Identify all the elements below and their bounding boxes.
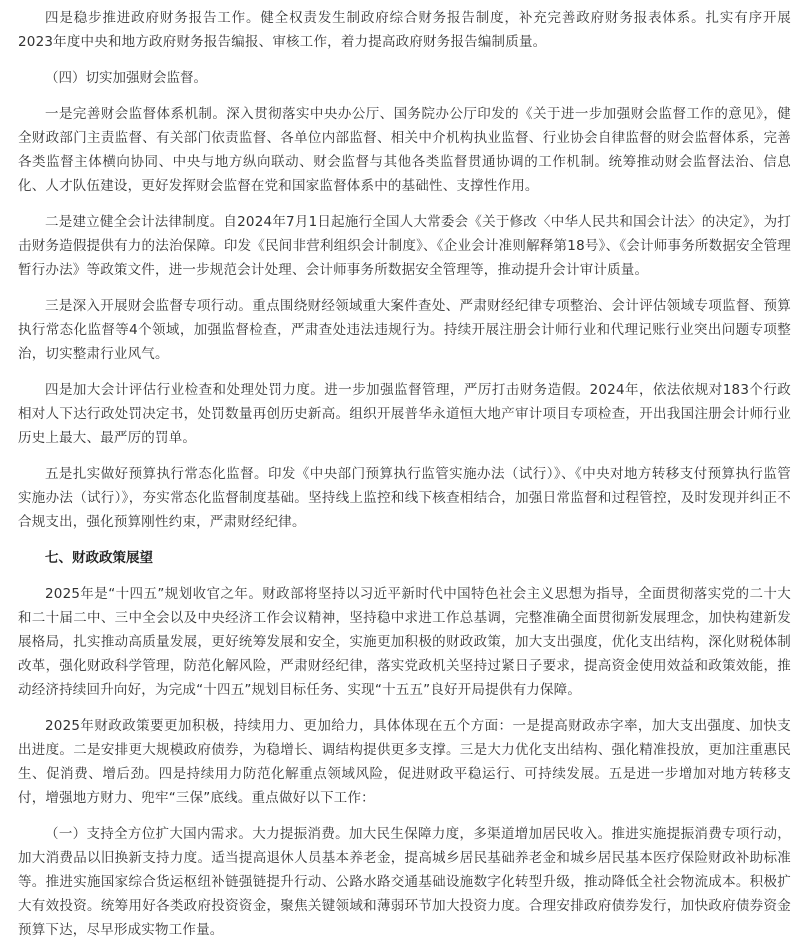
paragraph: （一）支持全方位扩大国内需求。大力提振消费。加大民生保障力度，多渠道增加居民收入。推进实施提振消费专项行动，加大消费品以旧换新支持力度。适当提高退休人员基本养老金，提高城乡居民基础养老金和城乡居民基本医疗保险财政补助标准等。推进实施国家综合货运枢纽补链强链提升行动、公路水路交通基础设施数字化转型升级，推动降低全社会物流成本。积极扩大有效投资。统筹用好各类政府投资资金，聚焦关键领域和薄弱环节加大投资力度。合理安排政府债券发行，加快政府债券资金预算下达，尽早形成实物工作量。 [18, 826, 791, 938]
paragraph: 五是扎实做好预算执行常态化监督。印发《中央部门预算执行监管实施办法（试行）》、《中央对地方转移支付预算执行监管实施办法（试行）》，夯实常态化监督制度基础。坚持线上监控和线下核查相结合，加强日常监督和过程管控，及时发现并纠正不合规支出，强化预算刚性约束，严肃财经纪律。 [18, 466, 791, 530]
paragraph: 一是完善财会监督体系机制。深入贯彻落实中央办公厅、国务院办公厅印发的《关于进一步加强财会监督工作的意见》，健全财政部门主责监督、有关部门依责监督、各单位内部监督、相关中介机构执业监督、行业协会自律监督的财会监督体系，完善各类监督主体横向协同、中央与地方纵向联动、财会监督与其他各类监督贯通协调的工作机制。统筹推动财会监督法治、信息化、人才队伍建设，更好发挥财会监督在党和国家监督体系中的基础性、支撑性作用。 [18, 106, 791, 194]
paragraph: 2025年是“十四五”规划收官之年。财政部将坚持以习近平新时代中国特色社会主义思想为指导，全面贯彻落实党的二十大和二十届二中、三中全会以及中央经济工作会议精神，坚持稳中求进工作总基调，完整准确全面贯彻新发展理念，加快构建新发展格局，扎实推动高质量发展，更好统筹发展和安全，实施更加积极的财政政策，加大支出强度，优化支出结构，深化财税体制改革，强化财政科学管理，防范化解风险，严肃财经纪律，落实党政机关坚持过紧日子要求，提高资金使用效益和政策效能，推动经济持续回升向好，为完成“十四五”规划目标任务、实现“十五五”良好开局提供有力保障。 [18, 586, 791, 698]
paragraph: 四是加大会计评估行业检查和处理处罚力度。进一步加强监督管理，严厉打击财务造假。2024年，依法依规对183个行政相对人下达行政处罚决定书，处罚数量再创历史新高。组织开展普华永道恒大地产审计项目专项检查，开出我国注册会计师行业历史上最大、最严厉的罚单。 [18, 382, 791, 446]
section-subheading: （四）切实加强财会监督。 [45, 70, 207, 86]
paragraph: 二是建立健全会计法律制度。自2024年7月1日起施行全国人大常委会《关于修改〈中华人民共和国会计法〉的决定》，为打击财务造假提供有力的法治保障。印发《民间非营利组织会计制度》、《企业会计准则解释第18号》、《会计师事务所数据安全管理暂行办法》等政策文件，进一步规范会计处理、会计师事务所数据安全管理等，推动提升会计审计质量。 [18, 214, 791, 278]
paragraph: 2025年财政政策要更加积极，持续用力、更加给力，具体体现在五个方面：一是提高财政赤字率，加大支出强度、加快支出进度。二是安排更大规模政府债券，为稳增长、调结构提供更多支撑。三是大力优化支出结构、强化精准投放，更加注重惠民生、促消费、增后劲。四是持续用力防范化解重点领域风险，促进财政平稳运行、可持续发展。五是进一步增加对地方转移支付，增强地方财力、兜牢“三保”底线。重点做好以下工作： [18, 718, 791, 806]
paragraph: 三是深入开展财会监督专项行动。重点围绕财经领域重大案件查处、严肃财经纪律专项整治、会计评估领域专项监督、预算执行常态化监督等4个领域，加强监督检查，严肃查处违法违规行为。持续开展注册会计师行业和代理记账行业突出问题专项整治，切实整肃行业风气。 [18, 298, 791, 362]
paragraph: 四是稳步推进政府财务报告工作。健全权责发生制政府综合财务报告制度，补充完善政府财务报表体系。扎实有序开展2023年度中央和地方政府财务报告编报、审核工作，着力提高政府财务报告编制质量。 [18, 10, 791, 50]
section-heading: 七、财政政策展望 [45, 550, 153, 566]
